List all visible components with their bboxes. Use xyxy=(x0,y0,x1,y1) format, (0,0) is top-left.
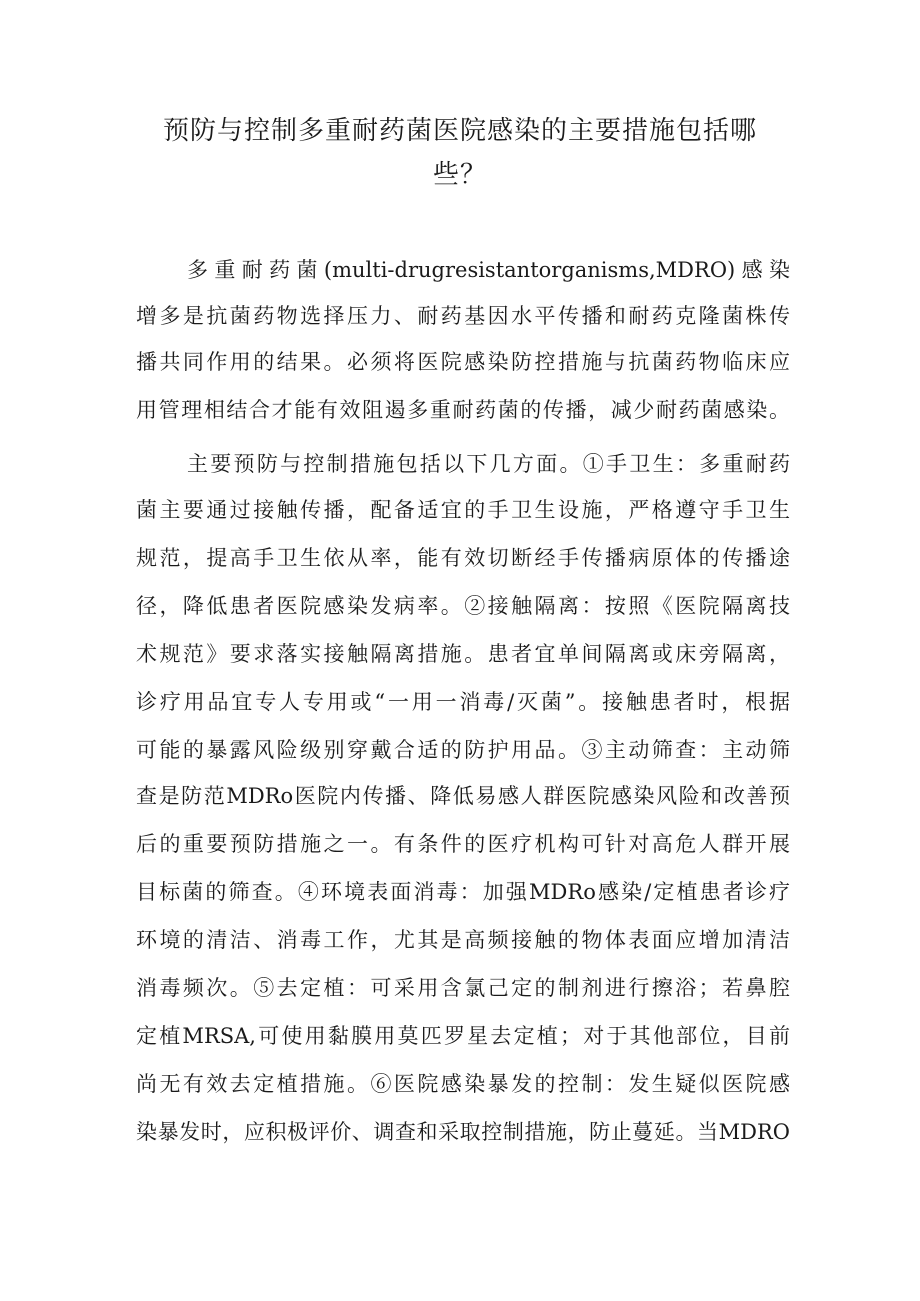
paragraph-1-line-4: 用管理相结合才能有效阻遏多重耐药菌的传播，减少耐药菌感染。 xyxy=(136,398,790,422)
title-line-1: 预防与控制多重耐药菌医院感染的主要措施包括哪 xyxy=(162,116,757,146)
paragraph-2-line-6: 诊疗用品宜专人专用或“一用一消毒/灭菌”。接触患者时，根据 xyxy=(136,690,790,714)
paragraph-2-line-12: 消毒频次。⑤去定植：可采用含氯己定的制剂进行擦浴；若鼻腔 xyxy=(136,976,790,1000)
paragraph-2-line-1: 主要预防与控制措施包括以下几方面。①手卫生：多重耐药 xyxy=(187,452,790,476)
paragraph-2-line-2: 菌主要通过接触传播，配备适宜的手卫生设施，严格遵守手卫生 xyxy=(136,498,790,522)
paragraph-2-line-10: 目标菌的筛查。④环境表面消毒：加强MDRo感染/定植患者诊疗 xyxy=(136,880,790,904)
paragraph-2-line-15: 染暴发时，应积极评价、调查和采取控制措施，防止蔓延。当MDRO xyxy=(136,1120,790,1144)
document-title xyxy=(130,109,790,197)
paragraph-2-line-7: 可能的暴露风险级别穿戴合适的防护用品。③主动筛查：主动筛 xyxy=(136,738,790,762)
paragraph-1-line-2: 增多是抗菌药物选择压力、耐药基因水平传播和耐药克隆菌株传 xyxy=(136,304,790,328)
paragraph-2-line-8: 查是防范MDRo医院内传播、降低易感人群医院感染风险和改善预 xyxy=(136,784,790,808)
paragraph-2-line-5: 术规范》要求落实接触隔离措施。患者宜单间隔离或床旁隔离， xyxy=(136,642,790,666)
paragraph-2-line-3: 规范，提高手卫生依从率，能有效切断经手传播病原体的传播途 xyxy=(136,546,790,570)
paragraph-2-line-9: 后的重要预防措施之一。有条件的医疗机构可针对高危人群开展 xyxy=(136,832,790,856)
paragraph-2-line-11: 环境的清洁、消毒工作，尤其是高频接触的物体表面应增加清洁 xyxy=(136,928,790,952)
paragraph-1-line-3: 播共同作用的结果。必须将医院感染防控措施与抗菌药物临床应 xyxy=(136,350,790,374)
paragraph-2-line-4: 径，降低患者医院感染发病率。②接触隔离：按照《医院隔离技 xyxy=(136,594,790,618)
paragraph-2-line-14: 尚无有效去定植措施。⑥医院感染暴发的控制：发生疑似医院感 xyxy=(136,1072,790,1096)
paragraph-2-line-13: 定植MRSA,可使用黏膜用莫匹罗星去定植；对于其他部位，目前 xyxy=(136,1024,790,1048)
paragraph-1-line-1: 多重耐药菌(multi-drugresistantorganisms,MDRO)感染 xyxy=(187,258,790,282)
title-line-2: 些？ xyxy=(432,160,487,190)
